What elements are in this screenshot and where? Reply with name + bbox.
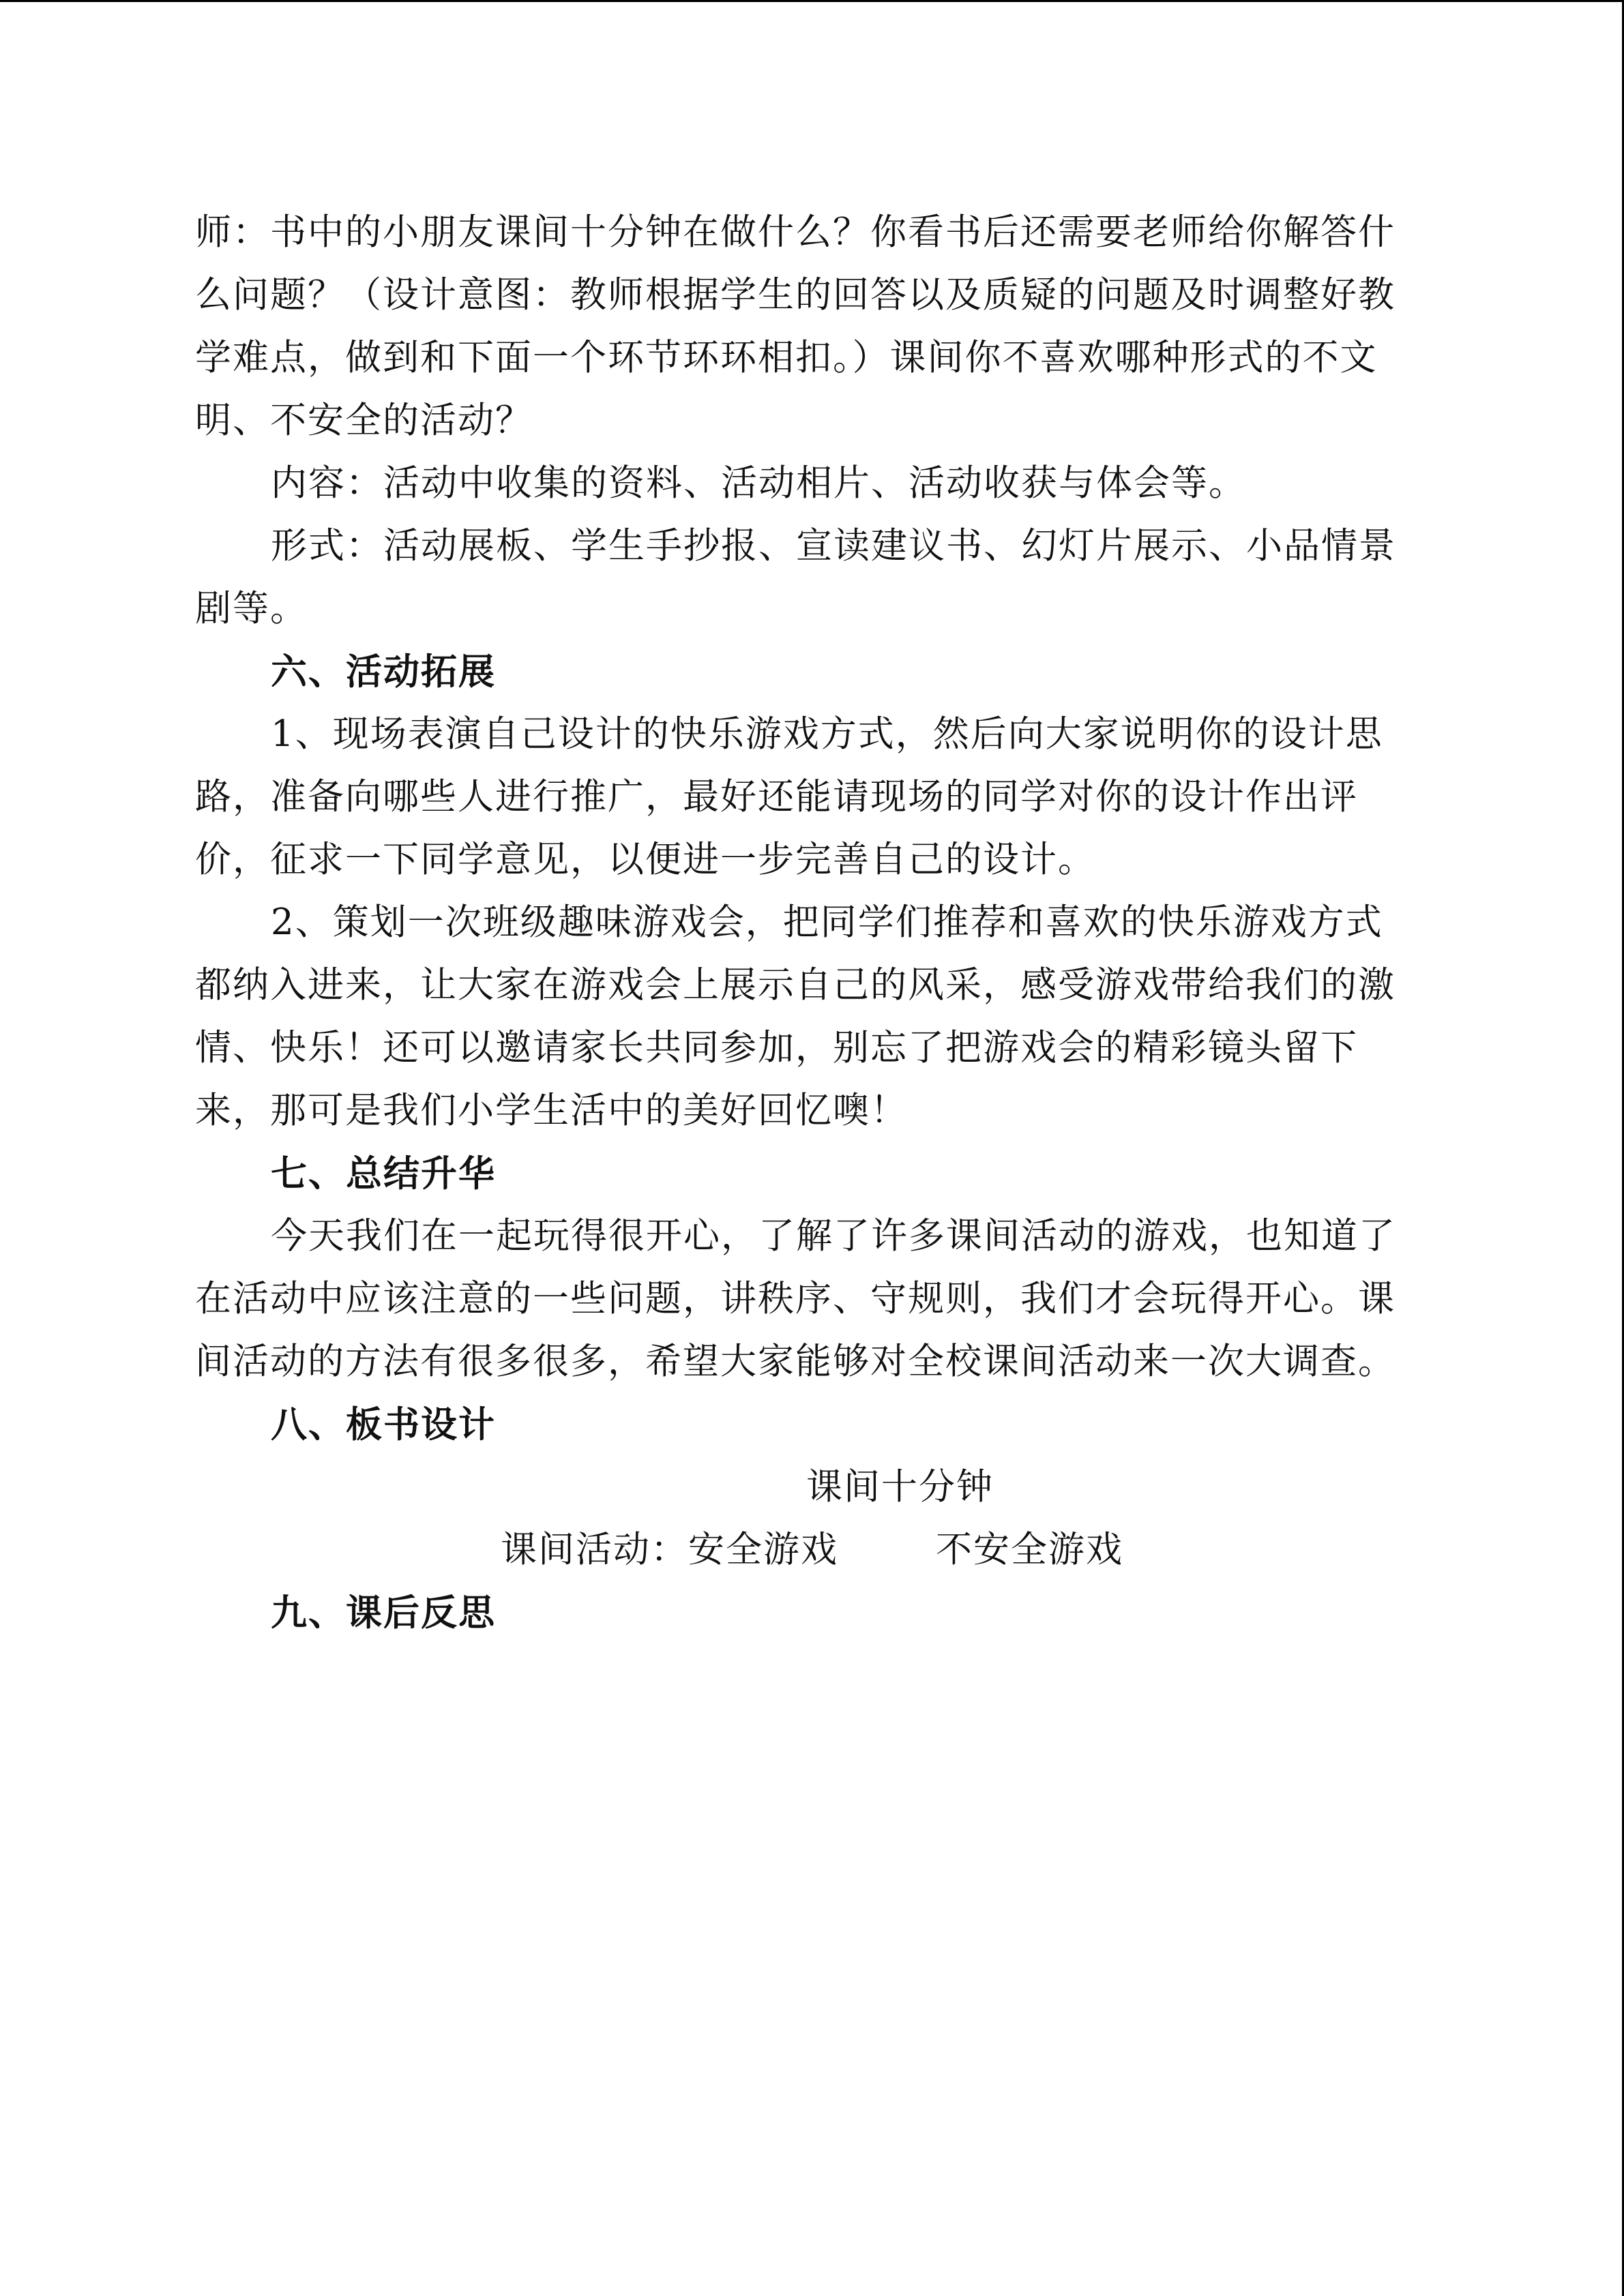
board-activity-row bbox=[195, 1519, 1419, 1581]
paragraph-extension-2: 2、策划一次班级趣味游戏会，把同学们推荐和喜欢的快乐游戏方式都纳入进来，让大家在游戏会上展示自己的风采，感受游戏带给我们的激情、快乐！还可以邀请家长共同参加，别忘了把游戏会的精彩镜头留下来，那可是我们小学生活中的美好回忆噢！ bbox=[195, 901, 1396, 1131]
heading-summary: 七、总结升华 bbox=[271, 1152, 496, 1195]
paragraph-summary: 今天我们在一起玩得很开心，了解了许多课间活动的游戏，也知道了在活动中应该注意的一些问题，讲秩序、守规则，我们才会玩得开心。课间活动的方法有很多很多，希望大家能够对全校课间活动来一次大调查。 bbox=[195, 1215, 1396, 1382]
board-title: 课间十分钟 bbox=[806, 1466, 994, 1508]
board-unsafe-games: 不安全游戏 bbox=[936, 1529, 1123, 1570]
heading-activity-extension: 六、活动拓展 bbox=[271, 651, 496, 693]
paragraph-extension-1: 1、现场表演自己设计的快乐游戏方式，然后向大家说明你的设计思路，准备向哪些人进行推广，最好还能请现场的同学对你的设计作出评价，征求一下同学意见，以便进一步完善自己的设计。 bbox=[195, 713, 1383, 880]
heading-reflection: 九、课后反思 bbox=[271, 1592, 496, 1634]
board-title-row bbox=[195, 1456, 1419, 1519]
paragraph-form: 形式：活动展板、学生手抄报、宣读建议书、幻灯片展示、小品情景剧等。 bbox=[195, 525, 1396, 629]
document-body bbox=[195, 201, 1419, 1644]
heading-board-design: 八、板书设计 bbox=[271, 1403, 496, 1446]
paragraph-teacher-question: 师：书中的小朋友课间十分钟在做什么？你看书后还需要老师给你解答什么问题？（设计意图：教师根据学生的回答以及质疑的问题及时调整好教学难点，做到和下面一个环节环环相扣。）课间你不喜欢哪种形式的不文明、不安全的活动？ bbox=[195, 211, 1396, 441]
board-safe-games: 课间活动：安全游戏 bbox=[501, 1529, 838, 1570]
paragraph-content: 内容：活动中收集的资料、活动相片、活动收获与体会等。 bbox=[271, 462, 1246, 504]
